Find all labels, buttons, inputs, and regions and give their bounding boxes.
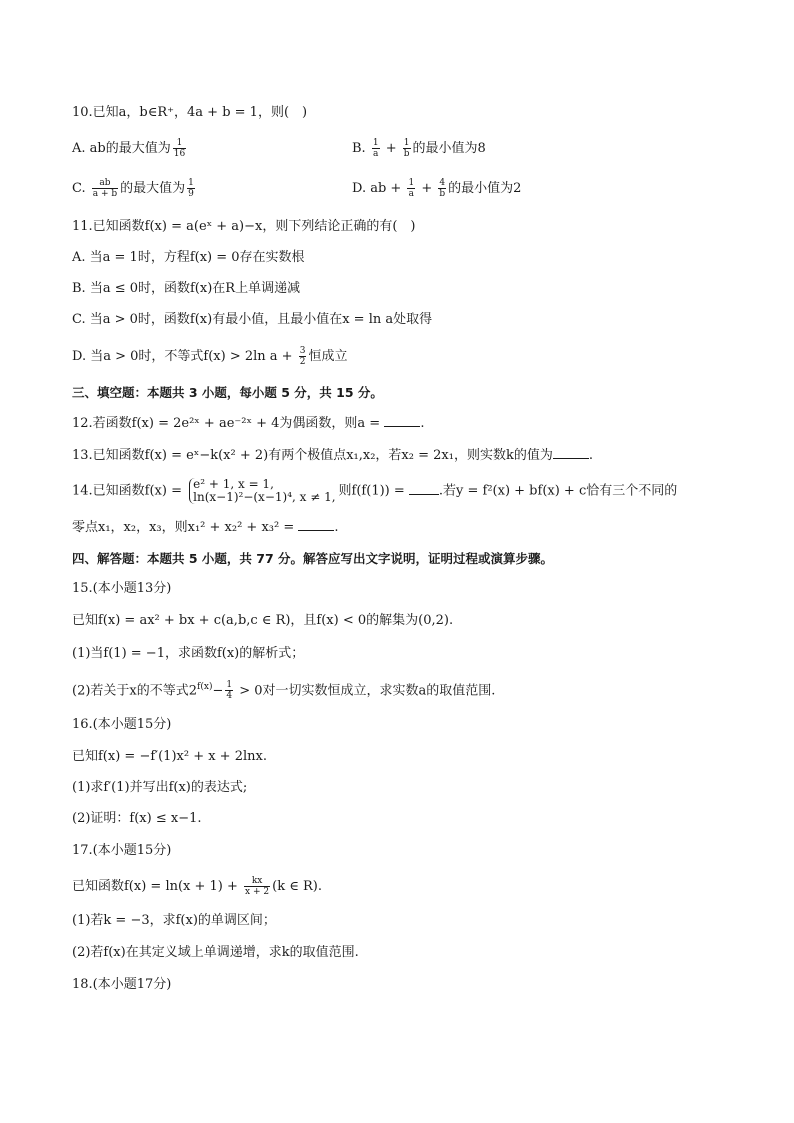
frac-num: 3 bbox=[299, 346, 306, 356]
q16-stem: 已知f(x) = −f′(1)x² + x + 2lnx. bbox=[72, 749, 267, 764]
q15-part-2 bbox=[72, 678, 754, 701]
answer-blank[interactable] bbox=[553, 446, 589, 459]
q10-d-fraction-1 bbox=[407, 178, 415, 199]
frac-den: 9 bbox=[188, 189, 194, 199]
q15-p2-exponent: f(x) bbox=[197, 682, 213, 692]
piecewise-case-2: ln(x−1)²−(x−1)⁴, x ≠ 1, bbox=[193, 490, 336, 504]
q11-d-fraction bbox=[299, 346, 307, 367]
frac-num: 4 bbox=[439, 178, 446, 188]
q10-d-suffix: 的最小值为2 bbox=[448, 181, 522, 196]
q10-option-b bbox=[352, 138, 486, 159]
q10-a-fraction bbox=[173, 138, 186, 159]
q10-d-fraction-2 bbox=[438, 178, 446, 199]
q13-end: . bbox=[588, 448, 593, 463]
q11-stem: 11.已知函数f(x) = a(eˣ + a)−x，则下列结论正确的有( ) bbox=[72, 219, 416, 234]
answer-blank[interactable] bbox=[384, 414, 420, 427]
q15-p2-fraction bbox=[225, 680, 233, 701]
q10-option-a bbox=[72, 138, 188, 159]
q15-p2-minus: − bbox=[212, 683, 224, 699]
q13-text: 13.已知函数f(x) = eˣ−k(x² + 2)有两个极值点x₁,x₂，若x₂ = 2x₁，则实数k的值为 bbox=[72, 448, 553, 463]
q14-line-2 bbox=[72, 518, 754, 537]
piecewise-case-1: e² + 1, x = 1, bbox=[193, 477, 274, 491]
q14-line-1 bbox=[72, 478, 754, 505]
q10-d-plus: + bbox=[417, 181, 437, 196]
q10-option-c bbox=[72, 178, 197, 199]
q10-d-text: D. ab + bbox=[352, 181, 406, 196]
frac-den: 4 bbox=[226, 691, 233, 702]
q10-options-cd bbox=[72, 178, 754, 199]
frac-den: 2 bbox=[299, 357, 306, 367]
q17-stem bbox=[72, 876, 754, 897]
q10-b-fraction-1 bbox=[372, 138, 380, 159]
q10-option-d bbox=[352, 178, 521, 199]
q10-stem: 10.已知a，b∈R⁺，4a + b = 1，则( ) bbox=[72, 105, 308, 120]
q15-p2-suffix: > 0对一切实数恒成立，求实数a的取值范围. bbox=[235, 683, 496, 699]
frac-num: 1 bbox=[188, 178, 194, 188]
q17-part-1: (1)若k = −3，求f(x)的单调区间； bbox=[72, 913, 276, 928]
frac-num: kx bbox=[244, 876, 270, 887]
q14-mid2: .若y = f²(x) + bf(x) + c恰有三个不同的 bbox=[438, 483, 678, 499]
frac-num: 1 bbox=[408, 178, 415, 188]
q16-heading: 16.(本小题15分) bbox=[72, 717, 172, 732]
q16-part-2: (2)证明：f(x) ≤ x−1. bbox=[72, 811, 202, 826]
frac-num: 1 bbox=[173, 138, 186, 149]
q14-end: . bbox=[334, 520, 339, 535]
q15-part-1: (1)当f(1) = −1，求函数f(x)的解析式； bbox=[72, 646, 305, 661]
q17-stem-fraction bbox=[244, 876, 270, 897]
frac-num: ab bbox=[92, 178, 118, 189]
frac-num: 1 bbox=[403, 138, 410, 148]
q10-c-text: 的最大值为 bbox=[120, 181, 186, 196]
frac-num: 1 bbox=[372, 138, 379, 148]
q17-stem-text: 已知函数f(x) = ln(x + 1) + bbox=[72, 879, 243, 894]
q12-end: . bbox=[420, 416, 425, 431]
frac-den: x + 2 bbox=[245, 887, 270, 897]
q17-part-2: (2)若f(x)在其定义域上单调递增，求k的取值范围. bbox=[72, 945, 359, 960]
q14-mid: 则f(f(1)) = bbox=[338, 483, 409, 499]
q11-d-suffix: 恒成立 bbox=[308, 349, 348, 364]
frac-den: 16 bbox=[173, 149, 186, 159]
q12-text: 12.若函数f(x) = 2e²ˣ + ae⁻²ˣ + 4为偶函数，则a = bbox=[72, 416, 385, 431]
q13 bbox=[72, 446, 754, 465]
q10-c-label: C. bbox=[72, 181, 90, 196]
section-4-heading: 四、解答题：本题共 5 小题，共 77 分。解答应写出文字说明，证明过程或演算步骤。 bbox=[72, 551, 554, 566]
q17-stem-suffix: (k ∈ R). bbox=[272, 879, 322, 894]
q10-b-plus: + bbox=[381, 141, 401, 156]
q10-c-fraction-2 bbox=[187, 178, 195, 199]
q10-b-text: 的最小值为8 bbox=[412, 141, 486, 156]
q15-stem: 已知f(x) = ax² + bx + c(a,b,c ∈ R)，且f(x) < 0的解集为(0,2). bbox=[72, 613, 454, 628]
q18-heading: 18.(本小题17分) bbox=[72, 977, 172, 992]
q11-option-d bbox=[72, 346, 754, 367]
frac-den: b bbox=[439, 189, 446, 199]
q11-d-text: D. 当a > 0时，不等式f(x) > 2ln a + bbox=[72, 349, 297, 364]
q10-options-ab bbox=[72, 138, 754, 159]
frac-den: a bbox=[373, 149, 379, 159]
q15-p2-text: (2)若关于x的不等式2 bbox=[72, 683, 198, 699]
q14-text: 14.已知函数f(x) = bbox=[72, 483, 187, 499]
q16-part-1: (1)求f′(1)并写出f(x)的表达式; bbox=[72, 780, 248, 795]
frac-den: a bbox=[408, 189, 415, 199]
q11-option-a: A. 当a = 1时，方程f(x) = 0存在实数根 bbox=[72, 250, 305, 265]
q10-b-label: B. bbox=[352, 141, 370, 156]
q10-c-fraction-1 bbox=[92, 178, 118, 199]
q15-heading: 15.(本小题13分) bbox=[72, 581, 172, 596]
q12 bbox=[72, 414, 754, 433]
q17-heading: 17.(本小题15分) bbox=[72, 843, 172, 858]
answer-blank[interactable] bbox=[409, 482, 439, 495]
frac-num: 1 bbox=[226, 680, 233, 691]
answer-blank[interactable] bbox=[298, 518, 334, 531]
q14-piecewise bbox=[189, 478, 335, 504]
frac-den: b bbox=[403, 149, 410, 159]
q11-option-b: B. 当a ≤ 0时，函数f(x)在R上单调递减 bbox=[72, 281, 301, 296]
section-3-heading: 三、填空题：本题共 3 小题，每小题 5 分，共 15 分。 bbox=[72, 385, 383, 400]
frac-den: a + b bbox=[92, 189, 118, 199]
q11-option-c: C. 当a > 0时，函数f(x)有最小值，且最小值在x = ln a处取得 bbox=[72, 312, 433, 327]
q10-b-fraction-2 bbox=[403, 138, 411, 159]
q10-a-text: A. ab的最大值为 bbox=[72, 141, 171, 156]
q14-line2-text: 零点x₁，x₂，x₃，则x₁² + x₂² + x₃² = bbox=[72, 520, 299, 535]
